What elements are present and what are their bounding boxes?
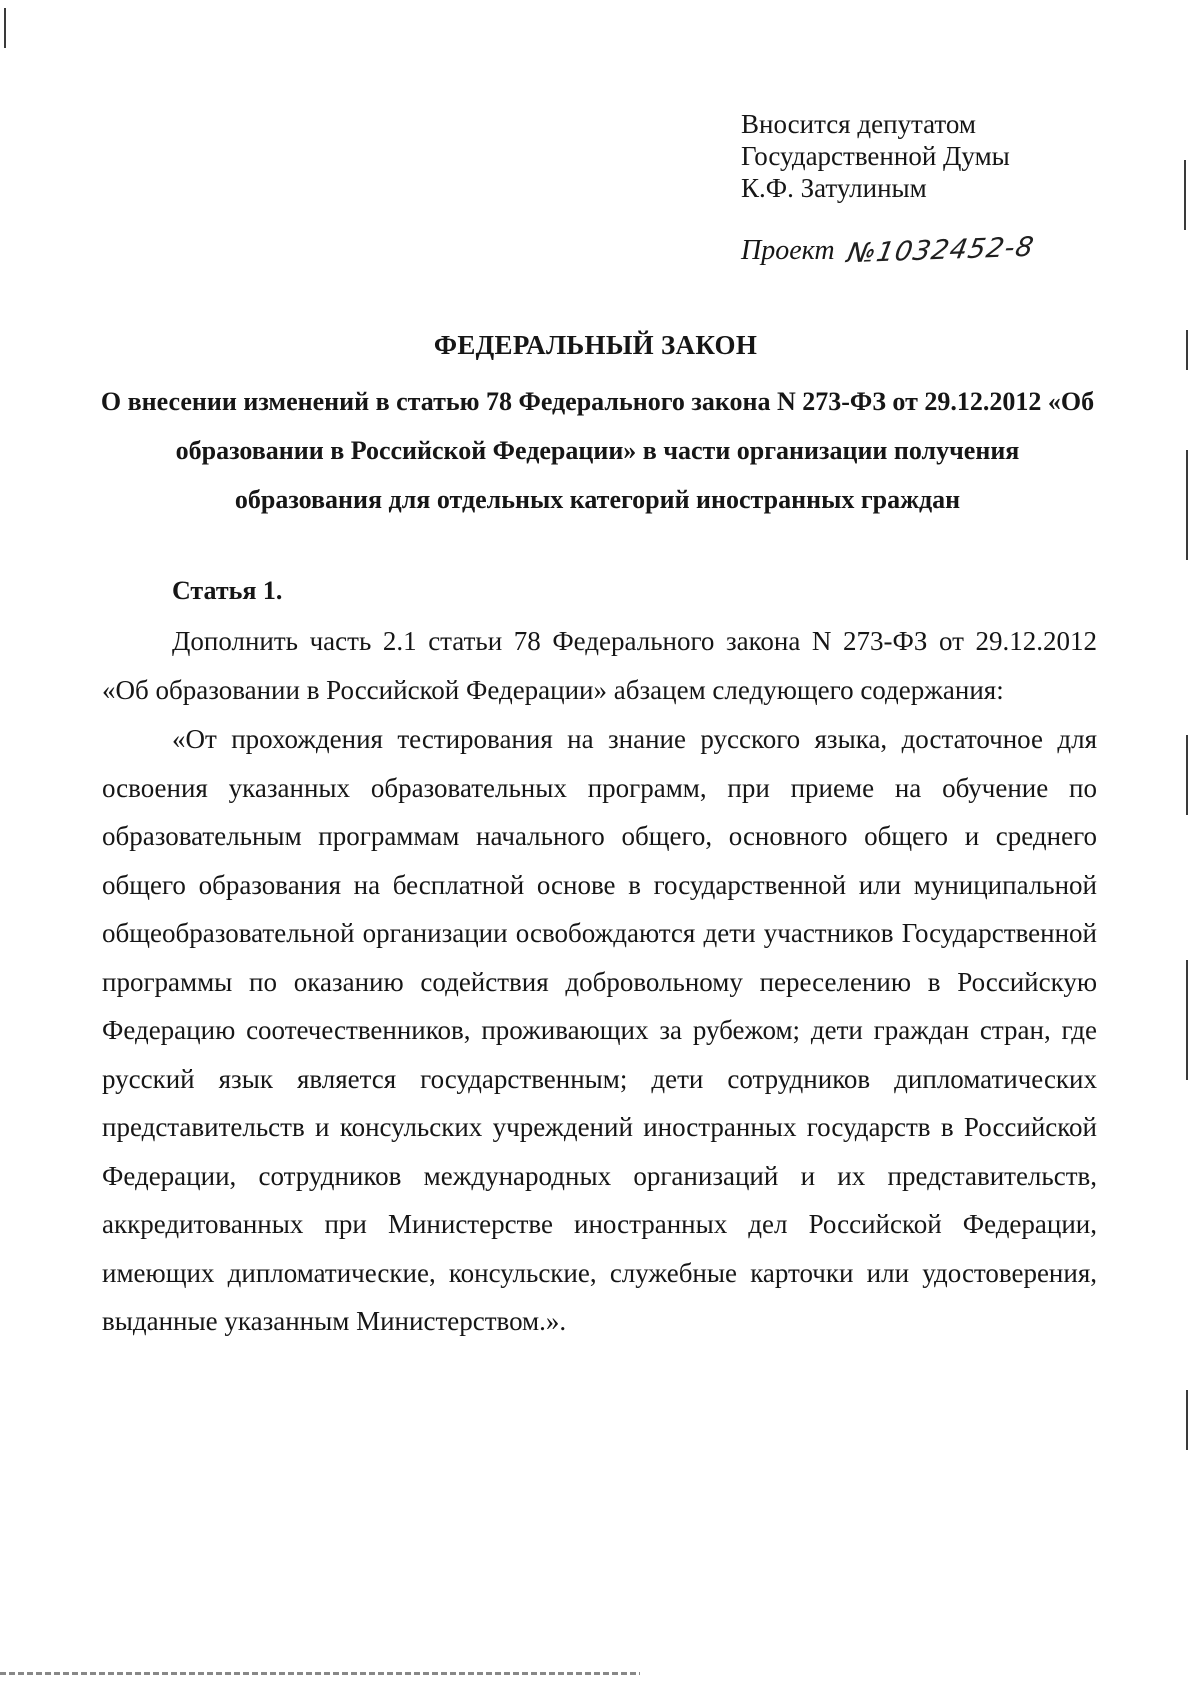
scan-edge-right-5 bbox=[1186, 960, 1188, 1080]
article-heading: Статья 1. bbox=[172, 576, 283, 605]
scan-edge-right-1 bbox=[1184, 160, 1186, 230]
scan-edge-right-3 bbox=[1186, 450, 1188, 560]
article-paragraph: Дополнить часть 2.1 статьи 78 Федерального закона N 273-ФЗ от 29.12.2012 «Об образовании в Российской Федерации» абзацем следующего содержания: bbox=[102, 626, 1097, 705]
scan-edge-left bbox=[4, 8, 6, 48]
project-number-handwritten: №1032452-8 bbox=[844, 231, 1037, 270]
law-title: О внесении изменений в статью 78 Федерального закона N 273-ФЗ от 29.12.2012 «Об образовании в Российской Федерации» в части организации получения образования для отдельных категорий иностранных граждан bbox=[100, 387, 1095, 514]
law-type-heading: ФЕДЕРАЛЬНЫЙ ЗАКОН bbox=[433, 330, 758, 360]
scan-edge-bottom bbox=[0, 1672, 640, 1675]
project-label: Проект bbox=[741, 235, 835, 266]
scan-edge-right-6 bbox=[1186, 1390, 1188, 1450]
sponsor-line: Вносится депутатом bbox=[741, 109, 976, 139]
scan-edge-right-4 bbox=[1186, 735, 1188, 815]
article-paragraph: «От прохождения тестирования на знание русского языка, достаточное для освоения указанных образовательных программ, при приеме на обучение по образовательным программам начального общего, основного общего и среднего общего образования на бесплатной основе в государственной или муниципальной общеобразовательной организации освобождаются дети участников Государственной программы по оказанию содействия добровольному переселению в Российскую Федерацию соотечественников, проживающих за рубежом; дети граждан стран, где русский язык является государственным; дети сотрудников дипломатических представительств и консульских учреждений иностранных государств в Российской Федерации, сотрудников международных организаций и их представительств, аккредитованных при Министерстве иностранных дел Российской Федерации, имеющих дипломатические, консульские, служебные карточки или удостоверения, выданные указанным Министерством.». bbox=[102, 724, 1097, 1336]
project-label-line bbox=[741, 231, 1037, 270]
sponsor-line: К.Ф. Затулиным bbox=[741, 173, 927, 203]
sponsor-line: Государственной Думы bbox=[741, 141, 1010, 171]
sponsor-block bbox=[741, 108, 1010, 204]
